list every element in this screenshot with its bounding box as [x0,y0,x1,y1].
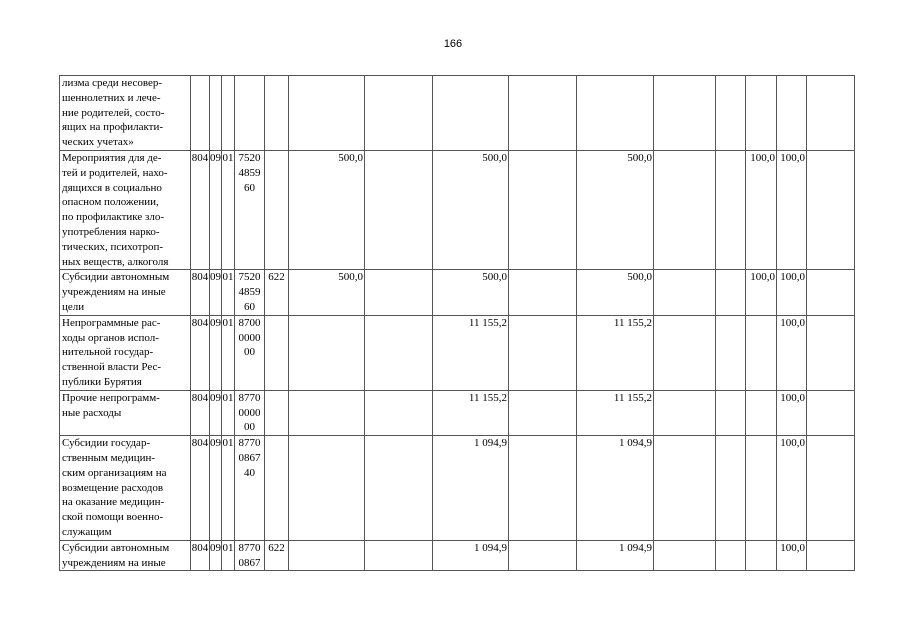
target-article-line: 4859 [238,286,261,299]
expense-name-line: ных веществ, алкоголя [62,255,169,268]
empty-cell [807,315,855,390]
approved-sum-cell: 500,0 [433,151,509,270]
expense-name-cell [60,436,191,541]
table-row [60,76,855,151]
target-article-line: 4859 [238,166,261,179]
empty-cell [509,151,577,270]
expense-type-cell [265,390,289,435]
empty-cell [509,436,577,541]
empty-cell [807,76,855,151]
empty-cell [654,270,716,315]
expense-name-line: тических, психотроп- [62,240,164,253]
grbs-code-cell: 804 [191,390,210,435]
empty-cell [509,270,577,315]
percent-approved-cell: 100,0 [777,151,807,270]
target-article-line: 40 [244,466,255,479]
executed-sum-cell [577,76,654,151]
executed-sum-cell: 500,0 [577,151,654,270]
empty-cell [365,270,433,315]
expense-name-line: употребления нарко- [62,225,160,238]
empty-cell [365,390,433,435]
target-article-cell [235,151,265,270]
empty-cell [716,390,746,435]
empty-cell [654,540,716,571]
empty-cell [365,436,433,541]
executed-sum-cell: 1 094,9 [577,540,654,571]
empty-cell [509,390,577,435]
approved-sum-cell: 500,0 [433,270,509,315]
expense-name-line: шеннолетних и лече- [62,91,161,104]
percent-approved-cell: 100,0 [777,315,807,390]
expense-name-line: ние родителей, состо- [62,106,165,119]
approved-sum-cell [433,76,509,151]
empty-cell [716,76,746,151]
percent-plan-cell: 100,0 [746,151,777,270]
target-article-line: 00 [244,421,255,434]
empty-cell [716,436,746,541]
target-article-cell [235,540,265,571]
empty-cell [365,151,433,270]
percent-approved-cell: 100,0 [777,390,807,435]
expense-name-line: Субсидии автономным [62,271,170,284]
expense-name-line: тей и родителей, нахо- [62,166,168,179]
empty-cell [654,315,716,390]
empty-cell [654,151,716,270]
empty-cell [365,315,433,390]
expense-name-cell [60,270,191,315]
percent-plan-cell [746,315,777,390]
section-code-cell: 09 [210,436,222,541]
approved-sum-cell: 11 155,2 [433,390,509,435]
empty-cell [365,76,433,151]
expense-name-line: ные расходы [62,406,122,419]
empty-cell [365,540,433,571]
percent-plan-cell: 100,0 [746,270,777,315]
subsection-code-cell: 01 [222,315,235,390]
section-code-cell: 09 [210,270,222,315]
table-body [60,76,855,571]
expense-name-line: учреждениям на иные [62,556,166,569]
target-article-line: 7520 [238,271,261,284]
expense-name-line: лизма среди несовер- [62,77,163,89]
grbs-code-cell: 804 [191,270,210,315]
approved-sum-cell: 1 094,9 [433,540,509,571]
empty-cell [807,151,855,270]
empty-cell [654,390,716,435]
expense-type-cell [265,436,289,541]
table-row [60,390,855,435]
expense-name-line: ходы органов испол- [62,331,159,344]
grbs-code-cell: 804 [191,315,210,390]
target-article-cell [235,436,265,541]
target-article-line: 00 [244,346,255,359]
expense-type-cell [265,315,289,390]
expense-name-line: ственной власти Рес- [62,361,162,374]
percent-approved-cell [777,76,807,151]
expense-name-line: цели [62,300,85,313]
grbs-code-cell: 804 [191,540,210,571]
planned-sum-cell: 500,0 [289,151,365,270]
expense-name-line: возмещение расходов [62,481,164,494]
expense-type-cell [265,76,289,151]
expense-name-line: служащим [62,525,112,538]
empty-cell [509,315,577,390]
expense-name-line: Прочие непрограмм- [62,391,160,404]
section-code-cell: 09 [210,540,222,571]
approved-sum-cell: 1 094,9 [433,436,509,541]
expense-name-line: нительной государ- [62,346,154,359]
section-code-cell: 09 [210,151,222,270]
target-article-line: 0000 [238,406,261,419]
target-article-line: 0867 [238,451,261,464]
expense-name-line: публики Бурятия [62,375,142,388]
expense-name-cell [60,315,191,390]
expense-name-line: ственным медицин- [62,451,156,464]
percent-approved-cell: 100,0 [777,540,807,571]
table-row [60,315,855,390]
empty-cell [716,315,746,390]
expense-name-line: Субсидии автономным [62,541,170,554]
expense-name-line: Мероприятия для де- [62,152,162,164]
budget-table [59,75,855,571]
empty-cell [509,76,577,151]
executed-sum-cell: 500,0 [577,270,654,315]
target-article-cell [235,390,265,435]
target-article-line: 7520 [238,152,261,164]
expense-name-line: дящихся в социально [62,181,162,194]
percent-plan-cell [746,76,777,151]
expense-type-cell: 622 [265,540,289,571]
empty-cell [716,270,746,315]
planned-sum-cell [289,315,365,390]
expense-type-cell [265,151,289,270]
target-article-line: 8770 [238,391,261,404]
percent-plan-cell [746,540,777,571]
percent-plan-cell [746,436,777,541]
percent-approved-cell: 100,0 [777,436,807,541]
section-code-cell [210,76,222,151]
table-row [60,270,855,315]
table-row [60,151,855,270]
subsection-code-cell: 01 [222,270,235,315]
expense-name-line: ской помощи военно- [62,511,164,524]
empty-cell [807,390,855,435]
target-article-cell [235,270,265,315]
empty-cell [807,270,855,315]
expense-name-line: учреждениям на иные [62,286,166,299]
target-article-cell [235,76,265,151]
executed-sum-cell: 1 094,9 [577,436,654,541]
expense-name-line: по профилактике зло- [62,211,165,224]
empty-cell [509,540,577,571]
empty-cell [807,436,855,541]
table-row [60,436,855,541]
expense-name-cell [60,540,191,571]
planned-sum-cell [289,76,365,151]
subsection-code-cell: 01 [222,436,235,541]
empty-cell [807,540,855,571]
expense-name-line: ским организациям на [62,466,167,479]
percent-plan-cell [746,390,777,435]
approved-sum-cell: 11 155,2 [433,315,509,390]
target-article-line: 0000 [238,331,261,344]
target-article-line: 8700 [238,316,261,329]
expense-name-line: Непрограммные рас- [62,316,161,329]
grbs-code-cell [191,76,210,151]
executed-sum-cell: 11 155,2 [577,315,654,390]
subsection-code-cell [222,76,235,151]
subsection-code-cell: 01 [222,151,235,270]
subsection-code-cell: 01 [222,540,235,571]
target-article-line: 0867 [238,556,261,569]
target-article-line: 8770 [238,437,261,450]
planned-sum-cell: 500,0 [289,270,365,315]
expense-name-cell [60,76,191,151]
target-article-line: 60 [244,300,255,313]
expense-name-line: ческих учетах» [62,136,134,149]
grbs-code-cell: 804 [191,436,210,541]
executed-sum-cell: 11 155,2 [577,390,654,435]
percent-approved-cell: 100,0 [777,270,807,315]
planned-sum-cell [289,390,365,435]
planned-sum-cell [289,436,365,541]
expense-name-line: на оказание медицин- [62,496,165,509]
expense-name-cell [60,151,191,270]
expense-name-line: ящих на профилакти- [62,121,164,134]
empty-cell [716,151,746,270]
subsection-code-cell: 01 [222,390,235,435]
expense-name-line: Субсидии государ- [62,437,151,450]
target-article-line: 60 [244,181,255,194]
planned-sum-cell [289,540,365,571]
section-code-cell: 09 [210,390,222,435]
expense-name-line: опасном положении, [62,196,159,209]
expense-name-cell [60,390,191,435]
target-article-cell [235,315,265,390]
section-code-cell: 09 [210,315,222,390]
empty-cell [654,76,716,151]
empty-cell [716,540,746,571]
page-number: 166 [443,38,463,50]
expense-type-cell: 622 [265,270,289,315]
target-article-line: 8770 [238,541,261,554]
table-row [60,540,855,571]
empty-cell [654,436,716,541]
grbs-code-cell: 804 [191,151,210,270]
